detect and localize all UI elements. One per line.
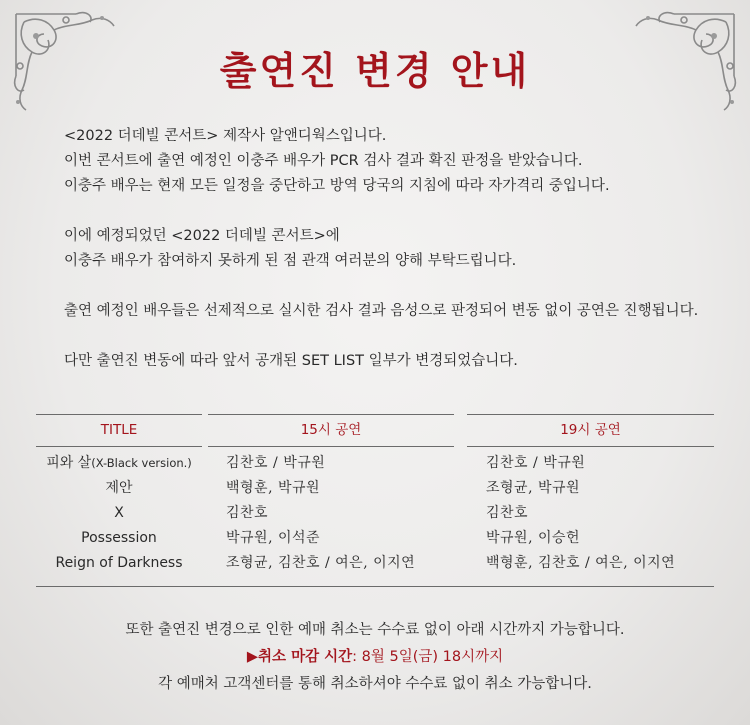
table-row xyxy=(36,526,714,551)
cancel-deadline xyxy=(0,644,750,671)
intro-line: <2022 더데빌 콘서트> 제작사 알앤디웍스입니다. xyxy=(64,128,387,144)
header-15-show: 15시 공연 xyxy=(208,414,454,447)
intro-line: 이충주 배우가 참여하지 못하게 된 점 관객 여러분의 양해 부탁드립니다. xyxy=(64,253,517,269)
page-title: 출연진 변경 안내 xyxy=(219,48,531,93)
intro-paragraph-3 xyxy=(64,299,704,324)
song-title-suffix: (X-Black version.) xyxy=(91,456,192,470)
intro-line: 이번 콘서트에 출연 예정인 이충주 배우가 PCR 검사 결과 확진 판정을 받았습니다. xyxy=(64,153,583,169)
intro-line: 이에 예정되었던 <2022 더데빌 콘서트>에 xyxy=(64,228,340,244)
cast-15: 조형균, 김찬호 / 여은, 이지연 xyxy=(226,555,416,571)
table-header xyxy=(36,414,714,446)
cast-15: 김찬호 xyxy=(226,505,269,521)
cast-15: 김찬호 / 박규원 xyxy=(226,455,326,471)
table-row xyxy=(36,451,714,476)
cast-19: 김찬호 / 박규원 xyxy=(486,455,586,471)
intro-paragraph-4 xyxy=(64,349,704,374)
cast-15: 백형훈, 박규원 xyxy=(226,480,321,496)
table-body xyxy=(36,446,714,576)
cast-19: 조형균, 박규원 xyxy=(486,480,581,496)
cast-19: 김찬호 xyxy=(486,505,529,521)
intro-line: 다만 출연진 변동에 따라 앞서 공개된 SET LIST 일부가 변경되었습니다. xyxy=(64,353,518,369)
song-title: X xyxy=(114,505,124,521)
setlist-table xyxy=(36,414,714,576)
notes-line-1: 또한 출연진 변경으로 인한 예매 취소는 수수료 없이 아래 시간까지 가능합니다. xyxy=(125,622,625,638)
song-title: Possession xyxy=(81,530,157,546)
notes-line-3: 각 예매처 고객센터를 통해 취소하셔야 수수료 없이 취소 가능합니다. xyxy=(158,676,592,692)
song-title: 제안 xyxy=(105,480,133,496)
deadline-value: : 8월 5일(금) 18시까지 xyxy=(352,649,504,665)
header-title: TITLE xyxy=(36,414,202,447)
song-title xyxy=(36,451,202,476)
table-row xyxy=(36,551,714,576)
intro-paragraph-1 xyxy=(64,124,704,199)
cast-19: 박규원, 이승헌 xyxy=(486,530,581,546)
intro-line: 이충주 배우는 현재 모든 일정을 중단하고 방역 당국의 지침에 따라 자가격리 중입니다. xyxy=(64,178,610,194)
cast-19: 백형훈, 김찬호 / 여은, 이지연 xyxy=(486,555,676,571)
song-title: Reign of Darkness xyxy=(55,555,183,571)
song-title-text: 피와 살 xyxy=(46,455,92,471)
table-row xyxy=(36,476,714,501)
table-bottom-rule xyxy=(36,586,714,587)
deadline-label: ▶취소 마감 시간 xyxy=(246,649,353,665)
cancellation-notes xyxy=(0,617,750,698)
intro-text xyxy=(64,124,704,399)
intro-paragraph-2 xyxy=(64,224,704,274)
table-row xyxy=(36,501,714,526)
intro-line: 출연 예정인 배우들은 선제적으로 실시한 검사 결과 음성으로 판정되어 변동 없이 공연은 진행됩니다. xyxy=(64,303,699,319)
cast-15: 박규원, 이석준 xyxy=(226,530,321,546)
header-19-show: 19시 공연 xyxy=(467,414,714,447)
